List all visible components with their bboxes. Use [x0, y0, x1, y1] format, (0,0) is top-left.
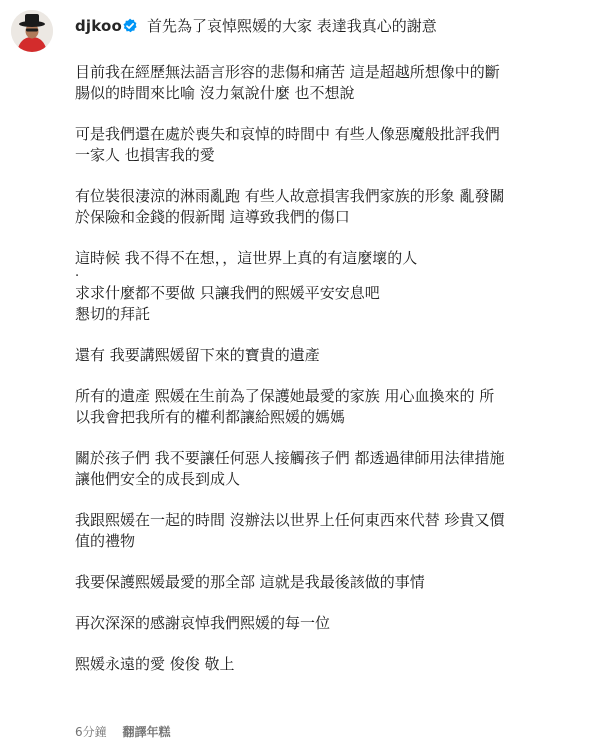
- paragraph-trailing-dot: .: [75, 265, 80, 280]
- paragraph: [75, 386, 595, 428]
- paragraph: [75, 186, 595, 228]
- paragraph: [75, 345, 595, 366]
- post-meta: [75, 723, 170, 740]
- paragraph-line: 目前我在經歷無法語言形容的悲傷和痛苦 這是超越所想像中的斷: [75, 63, 500, 81]
- avatar-image: [11, 10, 53, 52]
- paragraph-line: 我跟熙媛在一起的時間 沒辦法以世界上任何東西來代替 珍貴又價: [75, 511, 505, 529]
- caption-body: [75, 62, 595, 695]
- paragraph: [75, 62, 595, 104]
- post-timestamp[interactable]: 6分鐘: [75, 725, 107, 739]
- paragraph: [75, 448, 595, 490]
- paragraph-line: 我要保護熙媛最愛的那全部 這就是我最後該做的事情: [75, 573, 425, 591]
- paragraph-line: 讓他們安全的成長到成人: [75, 470, 241, 488]
- paragraph: [75, 248, 595, 279]
- username-link[interactable]: djkoo: [75, 17, 123, 35]
- paragraph-line: 還有 我要講熙媛留下來的寶貴的遺產: [75, 346, 320, 364]
- paragraph-line: 以我會把我所有的權利都讓給熙媛的媽媽: [75, 408, 346, 426]
- translate-button[interactable]: 翻譯年糕: [122, 725, 171, 739]
- paragraph-line: 有位裝很淒涼的淋雨亂跑 有些人故意損害我們家族的形象 亂發關: [75, 187, 505, 205]
- paragraph-line: 一家人 也損害我的愛: [75, 146, 215, 164]
- caption-first-line: 首先為了哀悼熙媛的大家 表達我真心的謝意: [147, 17, 437, 35]
- paragraph-line: 關於孩子們 我不要讓任何惡人接觸孩子們 都透過律師用法律措施: [75, 449, 505, 467]
- paragraph-line: 這時候 我不得不在想，，這世界上真的有這麼壞的人: [75, 249, 418, 267]
- paragraph-line: 再次深深的感謝哀悼我們熙媛的每一位: [75, 614, 331, 632]
- paragraph-line: 懇切的拜託: [75, 305, 151, 323]
- paragraph: [75, 283, 595, 325]
- paragraph-line: 於保險和金錢的假新聞 這導致我們的傷口: [75, 208, 350, 226]
- paragraph: [75, 124, 595, 166]
- paragraph-line: 值的禮物: [75, 532, 136, 550]
- verified-badge-icon: [122, 18, 138, 34]
- paragraph: [75, 510, 595, 552]
- paragraph-line: 可是我們還在處於喪失和哀悼的時間中 有些人像惡魔般批評我們: [75, 125, 500, 143]
- paragraph: [75, 613, 595, 634]
- paragraph: [75, 572, 595, 593]
- avatar[interactable]: [11, 10, 53, 52]
- paragraph: [75, 654, 595, 675]
- paragraph-line: 熙媛永遠的愛 俊俊 敬上: [75, 655, 235, 673]
- paragraph-line: 所有的遺產 熙媛在生前為了保護她最愛的家族 用心血換來的 所: [75, 387, 495, 405]
- paragraph-line: 求求什麼都不要做 只讓我們的熙媛平安安息吧: [75, 284, 380, 302]
- paragraph-line: 腸似的時間來比喻 沒力氣說什麼 也不想說: [75, 84, 355, 102]
